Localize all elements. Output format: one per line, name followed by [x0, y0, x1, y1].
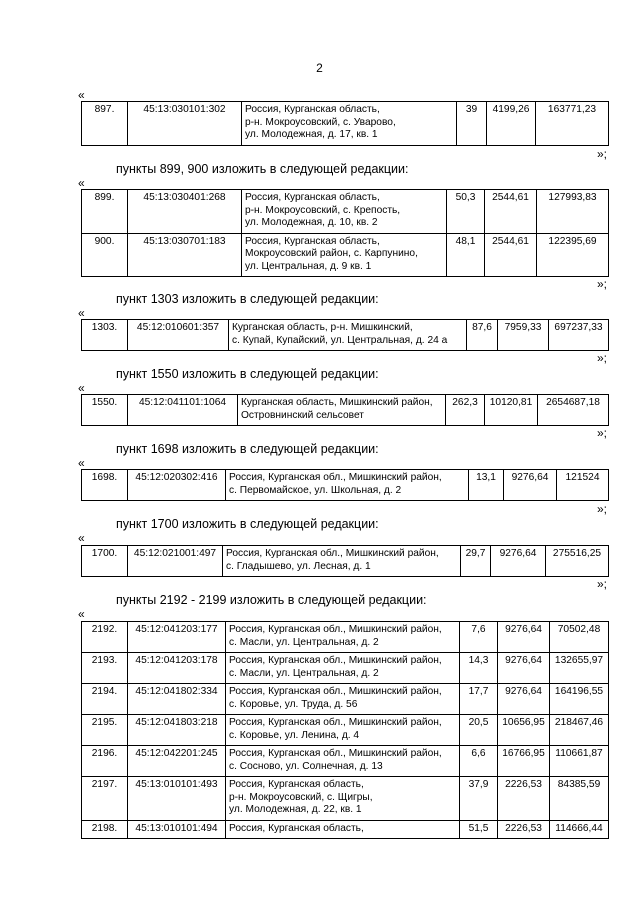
address-line: р-н. Мокроусовский, с. Уварово,: [245, 116, 396, 128]
address-line: Россия, Курганская область,: [229, 822, 364, 834]
row-number-cell: 1303.: [82, 320, 128, 351]
address-line: с. Коровье, ул. Труда, д. 56: [229, 698, 358, 710]
cadastral-price-cell: 2226,53: [498, 777, 550, 821]
address-line: Курганская область, Мишкинский район,: [241, 397, 433, 408]
open-quote: «: [78, 456, 85, 470]
row-number-cell: 2198.: [82, 820, 128, 839]
area-cell: 17,7: [460, 684, 498, 715]
address-cell: [226, 684, 460, 715]
address-line: с. Гладышево, ул. Лесная, д. 1: [226, 560, 371, 572]
row-number-cell: 2194.: [82, 684, 128, 715]
cadastral-number-cell: 45:12:042201:245: [128, 746, 226, 777]
row-number-cell: 2196.: [82, 746, 128, 777]
cadastral-price-cell: 10656,95: [498, 715, 550, 746]
address-line: с. Сосново, ул. Солнечная, д. 13: [229, 760, 383, 772]
total-value-cell: 2654687,18: [538, 395, 609, 426]
amendment-text: пункты 899, 900 изложить в следующей редакции:: [116, 162, 409, 176]
address-line: Курганская область, р-н. Мишкинский,: [232, 322, 413, 333]
total-value-cell: 164196,55: [550, 684, 609, 715]
total-value-cell: 163771,23: [536, 102, 609, 146]
amendment-text: пункт 1700 изложить в следующей редакции:: [116, 517, 379, 531]
cadastral-number-cell: 45:12:021001:497: [128, 546, 223, 577]
cadastral-price-cell: 7959,33: [498, 320, 549, 351]
address-line: Россия, Курганская обл., Мишкинский район,: [226, 548, 439, 559]
cadastral-price-cell: 9276,64: [498, 684, 550, 715]
total-value-cell: 121524: [557, 470, 609, 501]
area-cell: 50,3: [447, 190, 485, 234]
address-cell: [226, 653, 460, 684]
row-number-cell: 2192.: [82, 622, 128, 653]
table-section-1303: [81, 319, 609, 351]
row-number-cell: 899.: [82, 190, 128, 234]
amendment-text: пункты 2192 - 2199 изложить в следующей редакции:: [116, 593, 427, 607]
address-line: Мокроусовский район, с. Карпунино,: [245, 248, 418, 259]
amendment-text: пункт 1550 изложить в следующей редакции:: [116, 367, 379, 381]
table-row: [82, 102, 609, 146]
total-value-cell: 114666,44: [550, 820, 609, 839]
cadastral-number-cell: 45:13:030101:302: [128, 102, 242, 146]
address-line: с. Купай, Купайский, ул. Центральная, д. 24 а: [232, 334, 448, 346]
total-value-cell: 218467,46: [550, 715, 609, 746]
total-value-cell: 697237,33: [549, 320, 609, 351]
area-cell: 37,9: [460, 777, 498, 821]
table-row: [82, 622, 609, 653]
address-cell: [226, 777, 460, 821]
address-cell: [242, 233, 447, 277]
address-line: с. Коровье, ул. Ленина, д. 4: [229, 729, 360, 741]
row-number-cell: 1700.: [82, 546, 128, 577]
address-line: р-н. Мокроусовский, с. Щигры,: [229, 791, 373, 803]
page-number: 2: [316, 61, 323, 75]
table-row: [82, 470, 609, 501]
cadastral-number-cell: 45:13:010101:493: [128, 777, 226, 821]
address-line: Россия, Курганская обл., Мишкинский район,: [229, 624, 442, 635]
cadastral-number-cell: 45:13:010101:494: [128, 820, 226, 839]
table-row: [82, 715, 609, 746]
area-cell: 7,6: [460, 622, 498, 653]
address-cell: [223, 546, 461, 577]
total-value-cell: 132655,97: [550, 653, 609, 684]
table-row: [82, 746, 609, 777]
area-cell: 14,3: [460, 653, 498, 684]
address-cell: [226, 470, 469, 501]
row-number-cell: 2197.: [82, 777, 128, 821]
total-value-cell: 122395,69: [537, 233, 609, 277]
cadastral-number-cell: 45:12:041802:334: [128, 684, 226, 715]
address-cell: [226, 820, 460, 839]
total-value-cell: 84385,59: [550, 777, 609, 821]
cadastral-number-cell: 45:12:010601:357: [128, 320, 229, 351]
open-quote: «: [78, 88, 85, 102]
table-row: [82, 684, 609, 715]
table-row: [82, 546, 609, 577]
address-cell: [238, 395, 446, 426]
area-cell: 20,5: [460, 715, 498, 746]
cadastral-price-cell: 10120,81: [485, 395, 538, 426]
area-cell: 29,7: [461, 546, 491, 577]
area-cell: 6,6: [460, 746, 498, 777]
area-cell: 262,3: [446, 395, 485, 426]
table-section-1700: [81, 545, 609, 577]
cadastral-number-cell: 45:12:041101:1064: [128, 395, 238, 426]
cadastral-price-cell: 4199,26: [487, 102, 536, 146]
table-row: [82, 320, 609, 351]
open-quote: «: [78, 607, 85, 621]
address-line: с. Масли, ул. Центральная, д. 2: [229, 636, 379, 648]
close-quote: »;: [597, 502, 608, 516]
row-number-cell: 2195.: [82, 715, 128, 746]
address-cell: [242, 102, 457, 146]
address-cell: [226, 715, 460, 746]
address-cell: [242, 190, 447, 234]
address-line: ул. Молодежная, д. 17, кв. 1: [245, 129, 378, 140]
total-value-cell: 127993,83: [537, 190, 609, 234]
row-number-cell: 2193.: [82, 653, 128, 684]
cadastral-number-cell: 45:13:030401:268: [128, 190, 242, 234]
cadastral-number-cell: 45:13:030701:183: [128, 233, 242, 277]
row-number-cell: 1550.: [82, 395, 128, 426]
open-quote: «: [78, 306, 85, 320]
address-line: Россия, Курганская обл., Мишкинский район,: [229, 655, 442, 666]
address-line: Россия, Курганская область,: [245, 235, 380, 247]
amendment-text: пункт 1303 изложить в следующей редакции:: [116, 292, 379, 306]
address-line: Россия, Курганская область,: [245, 104, 380, 115]
table-section-2192-2199: [81, 621, 609, 839]
close-quote: »;: [597, 577, 608, 591]
area-cell: 87,6: [467, 320, 498, 351]
total-value-cell: 70502,48: [550, 622, 609, 653]
area-cell: 48,1: [447, 233, 485, 277]
row-number-cell: 900.: [82, 233, 128, 277]
cadastral-price-cell: 2544,61: [485, 190, 537, 234]
close-quote: »;: [597, 351, 608, 365]
address-line: Россия, Курганская область,: [229, 779, 364, 790]
open-quote: «: [78, 176, 85, 190]
address-line: ул. Молодежная, д. 10, кв. 2: [245, 217, 378, 228]
address-cell: [226, 622, 460, 653]
row-number-cell: 1698.: [82, 470, 128, 501]
table-row: [82, 820, 609, 839]
cadastral-price-cell: 9276,64: [504, 470, 557, 501]
table-section-899-900: [81, 189, 609, 277]
address-line: Россия, Курганская область,: [245, 192, 380, 203]
table-row: [82, 777, 609, 821]
address-line: Россия, Курганская обл., Мишкинский район,: [229, 472, 442, 483]
cadastral-price-cell: 9276,64: [498, 653, 550, 684]
address-line: с. Масли, ул. Центральная, д. 2: [229, 667, 379, 679]
cadastral-number-cell: 45:12:041803:218: [128, 715, 226, 746]
close-quote: »;: [597, 147, 608, 161]
open-quote: «: [78, 531, 85, 545]
address-line: р-н. Мокроусовский, с. Крепость,: [245, 204, 401, 216]
total-value-cell: 110661,87: [550, 746, 609, 777]
amendment-text: пункт 1698 изложить в следующей редакции:: [116, 442, 379, 456]
area-cell: 51,5: [460, 820, 498, 839]
cadastral-price-cell: 2226,53: [498, 820, 550, 839]
address-line: с. Первомайское, ул. Школьная, д. 2: [229, 484, 402, 496]
table-section-1698: [81, 469, 609, 501]
address-line: ул. Молодежная, д. 22, кв. 1: [229, 804, 362, 815]
area-cell: 13,1: [469, 470, 504, 501]
close-quote: »;: [597, 277, 608, 291]
open-quote: «: [78, 381, 85, 395]
cadastral-number-cell: 45:12:020302:416: [128, 470, 226, 501]
total-value-cell: 275516,25: [546, 546, 609, 577]
address-line: Россия, Курганская обл., Мишкинский район,: [229, 686, 442, 697]
area-cell: 39: [457, 102, 487, 146]
address-line: Россия, Курганская обл., Мишкинский район,: [229, 748, 442, 759]
cadastral-number-cell: 45:12:041203:177: [128, 622, 226, 653]
table-section-1550: [81, 394, 609, 426]
cadastral-price-cell: 9276,64: [498, 622, 550, 653]
close-quote: »;: [597, 426, 608, 440]
cadastral-price-cell: 16766,95: [498, 746, 550, 777]
address-line: Островнинский сельсовет: [241, 409, 364, 421]
table-row: [82, 233, 609, 277]
table-section-897: [81, 101, 609, 146]
address-cell: [226, 746, 460, 777]
cadastral-price-cell: 9276,64: [491, 546, 546, 577]
address-line: Россия, Курганская обл., Мишкинский район,: [229, 717, 442, 728]
cadastral-price-cell: 2544,61: [485, 233, 537, 277]
table-row: [82, 395, 609, 426]
address-line: ул. Центральная, д. 9 кв. 1: [245, 260, 372, 272]
cadastral-number-cell: 45:12:041203:178: [128, 653, 226, 684]
row-number-cell: 897.: [82, 102, 128, 146]
address-cell: [229, 320, 467, 351]
table-row: [82, 190, 609, 234]
table-row: [82, 653, 609, 684]
